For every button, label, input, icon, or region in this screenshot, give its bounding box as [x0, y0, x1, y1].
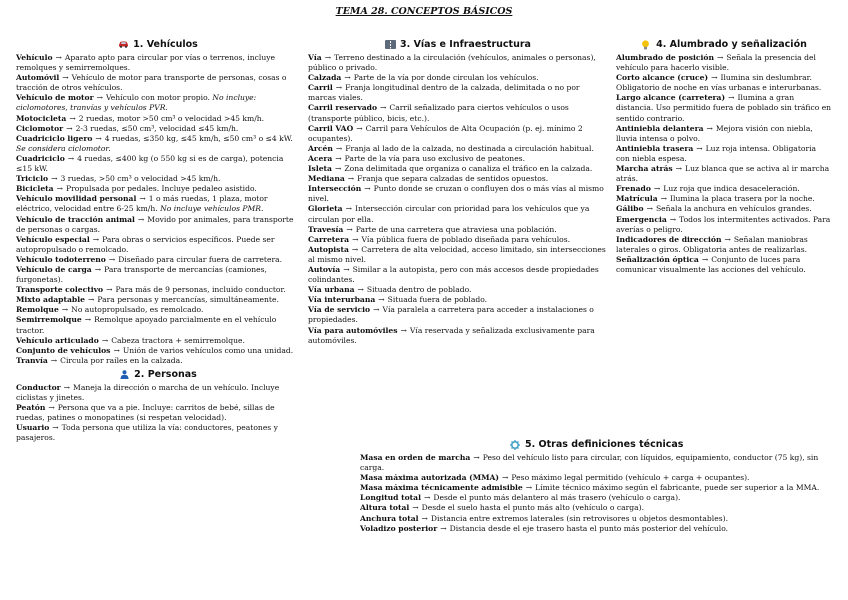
- definition-entry: [16, 265, 300, 285]
- section-block-otras: [360, 438, 828, 534]
- arrow-separator: →: [347, 174, 355, 184]
- arrow-separator: →: [113, 345, 120, 355]
- arrow-separator: →: [94, 264, 102, 274]
- definition-entry: [16, 154, 300, 174]
- definition-entry: [16, 93, 300, 113]
- definition: Carril para Vehículos de Alta Ocupación (p. ej. mínimo 2 ocupantes).: [308, 123, 583, 143]
- arrow-separator: →: [69, 113, 76, 123]
- definition: Circula por raíles en la calzada.: [60, 355, 183, 365]
- term: Marcha atrás: [616, 164, 673, 174]
- arrow-separator: →: [139, 194, 146, 204]
- definition-entry: [616, 204, 832, 214]
- arrow-separator: →: [717, 53, 724, 62]
- arrow-separator: →: [62, 73, 69, 83]
- definition: Situada fuera de poblado.: [387, 295, 488, 305]
- definition: Movido por animales, para transporte de personas o cargas.: [16, 214, 294, 234]
- definition-entry: [16, 356, 300, 366]
- definition: Señala la presencia del vehículo para hacerlo visible.: [616, 53, 816, 73]
- column-left: [16, 38, 300, 443]
- definition: Para obras o servicios específicos. Puede ser autopropulsado o remolcado.: [16, 234, 275, 254]
- definition: Ilumina sin deslumbrar. Obligatorio de noche en vías urbanas e interurbanas.: [616, 73, 822, 93]
- arrow-separator: →: [356, 123, 363, 133]
- definition-entry: [308, 305, 608, 325]
- term: Automóvil: [16, 73, 60, 83]
- definition-entry: [308, 245, 608, 265]
- definition: 3 ruedas, >50 cm³ o velocidad >45 km/h.: [60, 174, 221, 184]
- term: Cuadriciclo ligero: [16, 133, 93, 143]
- entry-list: [16, 53, 300, 366]
- definition: Terreno destinado a la circulación (vehículos, animales o personas), público o privado.: [308, 53, 596, 73]
- definition: 4 ruedas, ≤400 kg (o 550 kg si es de carga), potencia ≤15 kW.: [16, 153, 284, 174]
- definition: Ilumina la placa trasera por la noche.: [670, 194, 815, 204]
- arrow-separator: →: [412, 503, 419, 513]
- definition: Para personas y mercancías, simultáneamente.: [97, 295, 279, 305]
- definition-entry: [360, 503, 828, 513]
- definition: Remolque apoyado parcialmente en el vehículo tractor.: [16, 315, 277, 335]
- definition: No autopropulsado, es remolcado.: [71, 305, 204, 315]
- note: Se considera ciclomotor.: [16, 143, 111, 153]
- definition: Peso del vehículo listo para circular, con líquidos, equipamiento, conductor (75 kg), sin carga.: [360, 453, 819, 473]
- definition-entry: [16, 215, 300, 235]
- definition-entry: [16, 346, 300, 356]
- arrow-separator: →: [378, 295, 385, 305]
- term: Masa máxima técnicamente admisible: [360, 483, 523, 493]
- column-right: [616, 38, 832, 275]
- definition-entry: [360, 473, 828, 483]
- arrow-separator: →: [55, 53, 62, 62]
- term: Antiniebla delantera: [616, 123, 704, 133]
- definition-entry: [16, 235, 300, 255]
- term: Corto alcance (cruce): [616, 73, 709, 83]
- arrow-separator: →: [373, 305, 380, 315]
- definition-entry: [308, 265, 608, 285]
- definition: Diseñado para circular fuera de carretera.: [118, 254, 283, 264]
- definition-entry: [308, 144, 608, 154]
- term: Autovía: [308, 264, 341, 274]
- definition: Luz blanca que se activa al ir marcha atrás.: [616, 164, 830, 184]
- definition: 1 o más ruedas, 1 plaza, motor eléctrico, velocidad entre 6-25 km/h.: [16, 194, 268, 214]
- arrow-separator: →: [653, 184, 661, 194]
- arrow-separator: →: [660, 194, 668, 204]
- term: Autopista: [308, 244, 349, 254]
- term: Remolque: [16, 305, 59, 315]
- definition: Parte de la vía por donde circulan los vehículos.: [353, 73, 539, 83]
- arrow-separator: →: [335, 153, 342, 163]
- arrow-separator: →: [92, 234, 100, 244]
- term: Indicadores de dirección: [616, 234, 722, 244]
- term: Acera: [308, 153, 333, 163]
- definition: Persona que va a pie. Incluye: carritos de bebé, sillas de ruedas, patines o monopatines (si respetan velocidad).: [16, 403, 275, 423]
- arrow-separator: →: [48, 403, 55, 413]
- definition-entry: [16, 184, 300, 194]
- term: Usuario: [16, 423, 50, 433]
- entry-list: [308, 53, 608, 346]
- definition: Cabeza tractora + semirremolque.: [111, 335, 245, 345]
- arrow-separator: →: [351, 244, 359, 254]
- definition-entry: [16, 336, 300, 346]
- term: Vehículo movilidad personal: [16, 194, 137, 204]
- arrow-separator: →: [346, 224, 353, 234]
- term: Vía interurbana: [308, 295, 376, 305]
- definition-entry: [308, 326, 608, 346]
- definition: Conjunto de luces para comunicar visualmente las acciones del vehículo.: [616, 254, 806, 274]
- term: Antiniebla trasera: [616, 143, 694, 153]
- definition-entry: [308, 83, 608, 103]
- definition: Vehículo de motor para transporte de personas, cosas o tracción de otros vehículos.: [16, 73, 287, 93]
- term: Anchura total: [360, 513, 419, 523]
- arrow-separator: →: [50, 355, 58, 365]
- definition-entry: [308, 204, 608, 224]
- definition-entry: [616, 235, 832, 255]
- arrow-separator: →: [675, 164, 683, 174]
- arrow-separator: →: [424, 493, 431, 503]
- definition: Unión de varios vehículos como una unidad.: [122, 345, 294, 355]
- definition: Similar a la autopista, pero con más accesos desde propiedades colindantes.: [308, 264, 599, 285]
- definition-entry: [16, 315, 300, 335]
- arrow-separator: →: [52, 423, 59, 433]
- arrow-separator: →: [669, 214, 677, 224]
- definition-entry: [308, 53, 608, 73]
- term: Alumbrado de posición: [616, 53, 714, 62]
- arrow-separator: →: [380, 103, 387, 113]
- definition-entry: [308, 225, 608, 235]
- definition-entry: [16, 285, 300, 295]
- term: Conductor: [16, 382, 61, 392]
- term: Calzada: [308, 73, 342, 83]
- term: Glorieta: [308, 204, 343, 214]
- definition-entry: [360, 483, 828, 493]
- definition-entry: [308, 295, 608, 305]
- term: Conjunto de vehículos: [16, 345, 111, 355]
- definition-entry: [16, 174, 300, 184]
- definition: Punto donde se cruzan o confluyen dos o más vías al mismo nivel.: [308, 184, 604, 204]
- definition-entry: [16, 73, 300, 93]
- definition-entry: [616, 53, 832, 73]
- definition: 4 ruedas, ≤350 kg, ≤45 km/h, ≤50 cm³ o ≤4 kW.: [104, 133, 293, 143]
- term: Vía de servicio: [308, 305, 371, 315]
- arrow-separator: →: [502, 473, 509, 483]
- section-heading-personas: [16, 369, 300, 381]
- term: Altura total: [360, 503, 410, 513]
- arrow-separator: →: [61, 305, 69, 315]
- page-title: TEMA 28. CONCEPTOS BÁSICOS: [335, 6, 513, 17]
- definition-entry: [616, 194, 832, 204]
- column-middle: [308, 38, 608, 346]
- definition-entry: [308, 174, 608, 184]
- definition-entry: [308, 235, 608, 245]
- arrow-separator: →: [421, 513, 428, 523]
- term: Carril reservado: [308, 103, 378, 113]
- definition: Vía paralela a carretera para acceder a instalaciones o propiedades.: [308, 305, 594, 325]
- definition: Señala la anchura en vehículos grandes.: [655, 204, 812, 214]
- arrow-separator: →: [345, 204, 352, 214]
- definition-entry: [616, 124, 832, 144]
- arrow-separator: →: [711, 73, 718, 83]
- section-title: 2. Personas: [134, 368, 197, 380]
- term: Matrícula: [616, 194, 658, 204]
- arrow-separator: →: [696, 143, 703, 153]
- definition: Parte de una carretera que atraviesa una población.: [355, 224, 557, 234]
- term: Ciclomotor: [16, 123, 64, 133]
- lightbulb-icon: [641, 40, 652, 48]
- definition-entry: [360, 493, 828, 503]
- entry-list: [16, 383, 300, 444]
- definition: Vía pública fuera de poblado diseñada para vehículos.: [361, 234, 571, 244]
- term: Bicicleta: [16, 184, 54, 194]
- term: Gálibo: [616, 204, 644, 214]
- definition-entry: [308, 184, 608, 204]
- definition-entry: [308, 154, 608, 164]
- note: No incluye vehículos PMR.: [160, 204, 264, 214]
- definition: Todos los intermitentes activados. Para averías o peligro.: [616, 214, 831, 234]
- definition-entry: [616, 255, 832, 275]
- definition-entry: [16, 403, 300, 423]
- arrow-separator: →: [108, 254, 116, 264]
- definition: Para más de 9 personas, incluido conductor.: [115, 285, 286, 295]
- definition: Ilumina a gran distancia. Uso permitido fuera de poblado sin tráfico en sentido contrario.: [616, 93, 832, 123]
- definition: Carretera de alta velocidad, acceso limitado, sin intersecciones al mismo nivel.: [308, 244, 606, 264]
- term: Masa en orden de marcha: [360, 453, 471, 462]
- entry-list: [616, 53, 832, 275]
- definition-entry: [16, 423, 300, 443]
- term: Vehículo articulado: [16, 335, 99, 345]
- section-heading-vehiculos: [16, 39, 300, 51]
- arrow-separator: →: [701, 254, 709, 264]
- term: Vía urbana: [308, 285, 355, 295]
- arrow-separator: →: [343, 264, 350, 274]
- arrow-separator: →: [724, 234, 731, 244]
- term: Vehículo de motor: [16, 93, 94, 103]
- term: Vehículo de tracción animal: [16, 214, 135, 224]
- term: Voladizo posterior: [360, 523, 438, 533]
- term: Carretera: [308, 234, 350, 244]
- arrow-separator: →: [646, 204, 653, 214]
- definition: Vía reservada y señalizada exclusivamente para automóviles.: [308, 325, 595, 345]
- term: Vehículo de carga: [16, 264, 92, 274]
- definition: Luz roja que indica desaceleración.: [663, 184, 800, 194]
- definition: Propulsada por pedales. Incluye pedaleo asistido.: [65, 184, 257, 194]
- definition-entry: [616, 215, 832, 235]
- definition: Distancia entre extremos laterales (sin retrovisores u objetos desmontables).: [430, 513, 728, 523]
- arrow-separator: →: [440, 523, 447, 533]
- definition-entry: [16, 255, 300, 265]
- definition: Intersección circular con prioridad para los vehículos que ya circulan por ella.: [308, 204, 590, 224]
- definition: Luz roja intensa. Obligatoria con niebla espesa.: [616, 143, 817, 163]
- definition: Franja que separa calzadas de sentidos opuestos.: [357, 174, 549, 184]
- arrow-separator: →: [335, 143, 343, 153]
- arrow-separator: →: [101, 335, 109, 345]
- arrow-separator: →: [334, 164, 342, 174]
- term: Señalización óptica: [616, 254, 699, 264]
- term: Vehículo todoterreno: [16, 254, 106, 264]
- section-title: 4. Alumbrado y señalización: [656, 39, 807, 50]
- entry-list: [360, 453, 828, 534]
- definition-entry: [360, 453, 828, 473]
- arrow-separator: →: [364, 184, 371, 194]
- term: Semirremolque: [16, 315, 82, 325]
- definition: Desde el punto más delantero al más trasero (vehículo o carga).: [433, 493, 681, 503]
- term: Carril: [308, 83, 333, 93]
- definition-entry: [616, 93, 832, 123]
- definition: Peso máximo legal permitido (vehículo + carga + ocupantes).: [511, 473, 750, 483]
- definition: Zona delimitada que organiza o canaliza el tráfico en la calzada.: [344, 164, 593, 174]
- definition-entry: [616, 144, 832, 164]
- term: Largo alcance (carretera): [616, 93, 726, 103]
- term: Intersección: [308, 184, 362, 194]
- arrow-separator: →: [324, 53, 332, 62]
- term: Cuadriciclo: [16, 153, 65, 163]
- definition-entry: [616, 184, 832, 194]
- arrow-separator: →: [106, 285, 113, 295]
- definition-entry: [308, 103, 608, 123]
- term: Isleta: [308, 164, 332, 174]
- definition-entry: [360, 524, 828, 534]
- arrow-separator: →: [67, 153, 75, 163]
- note: No incluye: ciclomotores, tranvías y vehículos PVR.: [16, 93, 257, 113]
- term: Carril VAO: [308, 123, 354, 133]
- definition-entry: [16, 134, 300, 154]
- term: Vehículo: [16, 53, 53, 62]
- section-title: 3. Vías e Infraestructura: [400, 39, 531, 50]
- arrow-separator: →: [400, 325, 407, 335]
- term: Masa máxima autorizada (MMA): [360, 473, 500, 483]
- term: Mediana: [308, 174, 345, 184]
- term: Peatón: [16, 403, 46, 413]
- arrow-separator: →: [357, 285, 364, 295]
- section-title: 5. Otras definiciones técnicas: [525, 439, 684, 450]
- arrow-separator: →: [63, 382, 71, 392]
- term: Frenado: [616, 184, 651, 194]
- arrow-separator: →: [335, 83, 343, 93]
- section-heading-otras: [360, 439, 828, 451]
- section-heading-vias: [308, 39, 608, 51]
- definition: Desde el suelo hasta el punto más alto (vehículo o carga).: [421, 503, 645, 513]
- definition: Aparato apto para circular por vías o terrenos, incluye remolques y semirremolques.: [16, 53, 275, 73]
- person-icon: [119, 370, 130, 378]
- definition: Toda persona que utiliza la vía: conductores, peatones y pasajeros.: [16, 423, 278, 443]
- arrow-separator: →: [84, 315, 92, 325]
- arrow-separator: →: [56, 184, 63, 194]
- car-icon: [118, 40, 129, 48]
- definition-entry: [616, 73, 832, 93]
- definition: 2-3 ruedas, ≤50 cm³, velocidad ≤45 km/h.: [75, 123, 239, 133]
- term: Arcén: [308, 143, 333, 153]
- definition: Distancia desde el eje trasero hasta el punto más posterior del vehículo.: [449, 523, 729, 533]
- definition-entry: [616, 164, 832, 184]
- arrow-separator: →: [728, 93, 735, 103]
- definition-entry: [16, 305, 300, 315]
- section-heading-alumbrado: [616, 39, 832, 51]
- definition: Franja longitudinal dentro de la calzada, delimitada o no por marcas viales.: [308, 83, 580, 103]
- definition-entry: [308, 73, 608, 83]
- definition-entry: [308, 285, 608, 295]
- term: Vía para automóviles: [308, 325, 398, 335]
- definition: Vehículo con motor propio.: [106, 93, 210, 103]
- term: Transporte colectivo: [16, 285, 104, 295]
- section-title: 1. Vehículos: [133, 39, 198, 50]
- definition-entry: [16, 383, 300, 403]
- definition-entry: [16, 295, 300, 305]
- term: Vehículo especial: [16, 234, 90, 244]
- term: Vía: [308, 53, 322, 62]
- arrow-separator: →: [473, 453, 480, 462]
- arrow-separator: →: [51, 174, 58, 184]
- term: Mixto adaptable: [16, 295, 85, 305]
- arrow-separator: →: [706, 123, 713, 133]
- definition-entry: [16, 114, 300, 124]
- definition: Franja al lado de la calzada, no destinada a circulación habitual.: [345, 143, 594, 153]
- arrow-separator: →: [96, 93, 104, 103]
- term: Longitud total: [360, 493, 421, 503]
- arrow-separator: →: [525, 483, 533, 493]
- gear-icon: [510, 440, 521, 448]
- arrow-separator: →: [66, 123, 73, 133]
- arrow-separator: →: [352, 234, 359, 244]
- arrow-separator: →: [87, 295, 95, 305]
- definition: Señalan maniobras laterales o giros. Obligatoria antes de realizarlas.: [616, 234, 808, 254]
- definition: Mejora visión con niebla, lluvia intensa o polvo.: [616, 123, 813, 143]
- definition-entry: [308, 164, 608, 174]
- arrow-separator: →: [344, 73, 351, 83]
- definition-entry: [360, 514, 828, 524]
- term: Emergencia: [616, 214, 667, 224]
- definition: Situada dentro de poblado.: [366, 285, 472, 295]
- definition-entry: [16, 194, 300, 214]
- definition: Maneja la dirección o marcha de un vehículo. Incluye ciclistas y jinetes.: [16, 382, 280, 402]
- term: Triciclo: [16, 174, 49, 184]
- definition-entry: [308, 124, 608, 144]
- arrow-separator: →: [95, 133, 102, 143]
- term: Tranvía: [16, 355, 48, 365]
- term: Travesía: [308, 224, 344, 234]
- arrow-separator: →: [137, 214, 145, 224]
- definition-entry: [16, 53, 300, 73]
- definition: Carril señalizado para ciertos vehículos o usos (transporte público, bicis, etc.).: [308, 103, 569, 123]
- definition: Límite técnico máximo según el fabricante, puede ser superior a la MMA.: [535, 483, 820, 493]
- definition-entry: [16, 124, 300, 134]
- term: Motocicleta: [16, 113, 67, 123]
- definition: 2 ruedas, motor >50 cm³ o velocidad >45 km/h.: [78, 113, 265, 123]
- definition: Parte de la vía para uso exclusivo de peatones.: [344, 153, 525, 163]
- definition: Para transporte de mercancías (camiones, furgonetas).: [16, 264, 267, 285]
- road-icon: [385, 40, 396, 48]
